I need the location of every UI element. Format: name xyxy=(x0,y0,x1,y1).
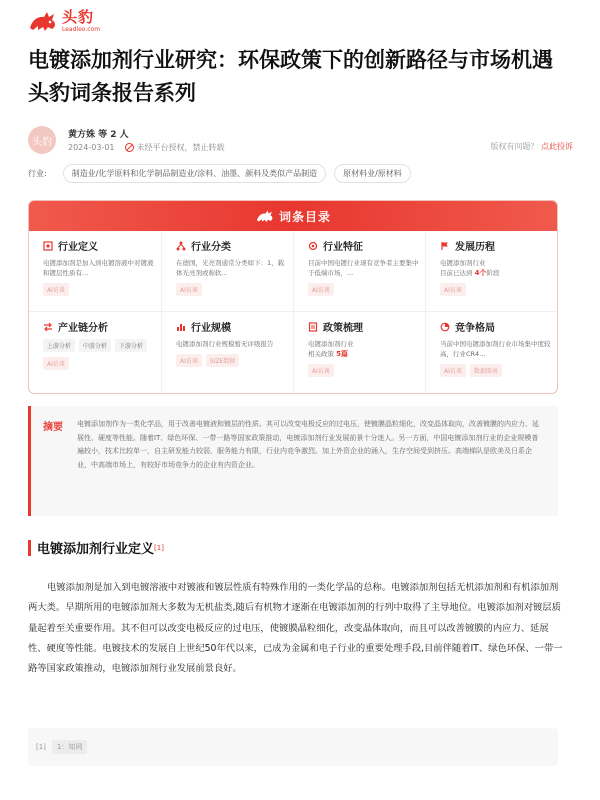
toc-item-policy[interactable] xyxy=(293,312,425,392)
permission-text: 未经平台授权，禁止转载 xyxy=(136,143,225,152)
features-icon xyxy=(308,241,318,251)
toc-item-desc: 当前中国电镀添加剂行业市场集中度较高，行业CR4... xyxy=(440,340,551,358)
complaint-link[interactable]: 点此投诉 xyxy=(541,142,573,151)
ai-interview-pill[interactable]: AI访谈 xyxy=(176,283,202,296)
author-name[interactable]: 黄方姝 等 2 人 xyxy=(68,130,129,140)
toc-item-chain[interactable] xyxy=(29,312,161,392)
abstract-box xyxy=(28,406,558,516)
rights-notice xyxy=(490,141,573,152)
toc-item-desc: 电镀添加剂是加入到电镀溶液中对镀液和镀层性质有... xyxy=(43,259,154,277)
toc-item-title: 竞争格局 xyxy=(455,323,495,334)
chain-pill[interactable]: 中游分析 xyxy=(79,339,111,352)
toc-item-title: 行业特征 xyxy=(323,242,363,253)
toc-item-title: 行业规模 xyxy=(191,323,231,334)
chain-icon xyxy=(43,322,53,332)
brand-logo[interactable] xyxy=(28,8,100,34)
permission-notice xyxy=(125,142,225,153)
section-accent-bar xyxy=(28,540,31,556)
table-of-contents xyxy=(28,200,558,394)
toc-item-desc: 目前中国电镀行业现有竞争者主要集中于低端市场，... xyxy=(308,259,419,277)
size-data-pill[interactable]: SIZE数据 xyxy=(206,354,239,367)
ai-interview-pill[interactable]: AI访谈 xyxy=(308,364,334,377)
ai-interview-pill[interactable]: AI访谈 xyxy=(176,354,202,367)
toc-item-title: 产业链分析 xyxy=(58,323,108,334)
toc-item-desc xyxy=(308,339,420,359)
data-chart-pill[interactable]: 数据图表 xyxy=(470,364,502,377)
author-row xyxy=(28,126,573,156)
ai-interview-pill[interactable]: AI访谈 xyxy=(440,364,466,377)
ai-interview-pill[interactable]: AI访谈 xyxy=(440,283,466,296)
toc-item-title: 行业定义 xyxy=(58,242,98,253)
abstract-text: 电镀添加剂作为一类化学品，用于改善电镀液和镀层的性质。其可以改变电极反应的过电压，使镀膜晶粒细化，改变晶体取向，改善镀膜的内应力、延展性、硬度等性能。随着IT、绿色环保、一带一路等国家政策推动，电镀添加剂行业发展前景十分迷人。另一方面，中国电镀添加剂行业的企业规模普遍较小，技术比较单一，自主研发能力较弱，服务能力有限，行业内竞争激烈。加上外资企业的涌入，生存空间受到挤压。高端梯队是欧美及日系企业，中高端市场上，有较好市场竞争力的企业有内资企业。 xyxy=(77,420,539,469)
reference-number: [1] xyxy=(36,743,46,751)
toc-item-desc: 在德国，光亮剂通常分类如下：1、载体光亮剂或称软... xyxy=(176,259,285,277)
toc-item-definition[interactable] xyxy=(29,231,161,311)
page-title: 电镀添加剂行业研究：环保政策下的创新路径与市场机遇 头豹词条报告系列 xyxy=(28,48,553,105)
toc-item-competition[interactable] xyxy=(425,312,557,392)
stage-count: 4个 xyxy=(474,269,487,277)
section-body: 电镀添加剂是加入到电镀溶液中对镀液和镀层性质有特殊作用的一类化学品的总称。电镀添加剂包括无机添加剂和有机添加剂两大类。早期所用的电镀添加剂大多数为无机盐类,随后有机物才逐渐在电镀添加剂的行列中取得了主导地位。电镀添加剂对镀层质量起着至关重要作用。其不但可以改变电极反应的过电压，使镀膜晶粒细化，改变晶体取向，而且可以改善镀膜的内应力、延展性、硬度等性能。电镀技术的发展自上世纪50年代以来，已成为金属和电子行业的重要处理手段,目前伴随着IT、绿色环保、一带一路等国家政策推动，电镀添加剂行业发展前景良好。 xyxy=(28,582,563,675)
toc-item-classification[interactable] xyxy=(161,231,293,311)
reference-box xyxy=(28,728,558,766)
toc-item-desc-line: 电镀添加剂行业 xyxy=(308,340,354,348)
toc-item-title: 政策梳理 xyxy=(323,323,363,334)
brand-domain: Leadleo.com xyxy=(62,25,101,33)
industry-tags xyxy=(28,164,411,183)
pie-chart-icon xyxy=(440,322,450,332)
section-heading xyxy=(28,538,164,557)
toc-title: 词条目录 xyxy=(278,209,331,224)
leopard-icon xyxy=(255,208,275,224)
avatar[interactable]: 头豹 xyxy=(28,126,56,154)
publish-date: 2024-03-01 xyxy=(68,143,115,152)
toc-item-desc-line: 目前已达到 xyxy=(440,269,473,277)
industry-tag[interactable]: 原材料业/原材料 xyxy=(334,164,411,183)
rights-question: 版权有问题？ xyxy=(490,142,539,151)
toc-item-features[interactable] xyxy=(293,231,425,311)
toc-item-desc-line: 相关政策 xyxy=(308,350,334,358)
forbidden-icon xyxy=(125,143,134,152)
footnote-ref[interactable]: [1] xyxy=(154,543,164,552)
ai-interview-pill[interactable]: AI访谈 xyxy=(43,283,69,296)
document-icon xyxy=(308,322,318,332)
toc-item-desc: 电镀添加剂行业规模暂无评级报告 xyxy=(176,340,274,348)
toc-item-scale[interactable] xyxy=(161,312,293,392)
toc-item-desc xyxy=(440,258,552,278)
section-title: 电镀添加剂行业定义 xyxy=(37,542,155,557)
toc-item-history[interactable] xyxy=(425,231,557,311)
toc-item-desc-line: 阶段 xyxy=(486,269,500,277)
toc-item-title: 发展历程 xyxy=(455,242,495,253)
toc-item-desc-line: 电镀添加剂行业 xyxy=(440,259,486,267)
bar-chart-icon xyxy=(176,322,186,332)
reference-source[interactable]: 1：知网 xyxy=(52,740,87,754)
abstract-label: 摘要 xyxy=(43,422,63,433)
toc-item-title: 行业分类 xyxy=(191,242,231,253)
hierarchy-icon xyxy=(176,241,186,251)
chain-pill[interactable]: 下游分析 xyxy=(115,339,147,352)
brand-name: 头豹 xyxy=(62,7,95,26)
toc-header xyxy=(29,201,557,231)
industry-label: 行业: xyxy=(28,169,47,178)
leopard-logo-icon xyxy=(28,8,58,34)
policy-count: 5篇 xyxy=(336,350,348,358)
chain-pill[interactable]: 上游分析 xyxy=(43,339,75,352)
flag-icon xyxy=(440,241,450,251)
article-meta xyxy=(68,142,225,153)
ai-interview-pill[interactable]: AI访谈 xyxy=(308,283,334,296)
industry-tag[interactable]: 制造业/化学原料和化学制品制造业/涂料、油墨、颜料及类似产品制造 xyxy=(63,164,326,183)
ai-interview-pill[interactable]: AI访谈 xyxy=(43,357,69,370)
definition-icon xyxy=(43,241,53,251)
